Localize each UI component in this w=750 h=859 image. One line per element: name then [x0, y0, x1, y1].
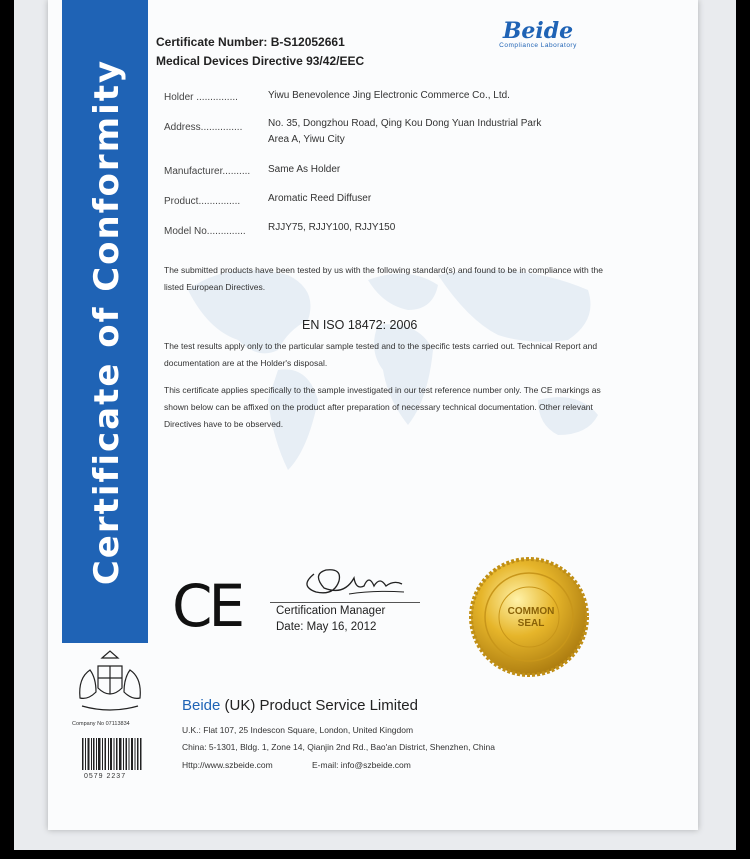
- ce-marking-paragraph: This certificate applies specifically to the sample investigated in our test reference number only. The CE markings as shown below can be affixed on the product after preparation of necessary technical documentation. Other relevant Directives have to be observed.: [164, 385, 601, 429]
- model-label: Model No..............: [164, 226, 246, 237]
- certificate-document: [48, 0, 698, 830]
- address-value-line2: Area A, Yiwu City: [268, 134, 345, 145]
- company-name: [182, 697, 418, 714]
- test-results-paragraph: The test results apply only to the particular sample tested and to the specific tests carried out. Technical Report and documentation are at the Holder's disposal.: [164, 341, 598, 368]
- product-label: Product...............: [164, 196, 241, 207]
- directive-line: Medical Devices Directive 93/42/EEC: [156, 54, 365, 68]
- signer-title: Certification Manager: [276, 605, 386, 617]
- address-label: Address...............: [164, 122, 243, 133]
- barcode-number: 0579 2237: [84, 773, 127, 780]
- address-uk: U.K.: Flat 107, 25 Indescon Square, London, United Kingdom: [182, 725, 414, 735]
- manufacturer-label: Manufacturer..........: [164, 166, 251, 177]
- barcode: [82, 738, 142, 778]
- website: Http://www.szbeide.com: [182, 760, 273, 770]
- model-value: RJJY75, RJJY100, RJJY150: [268, 222, 396, 233]
- ce-mark: CE: [172, 572, 242, 640]
- seal-text: COMMON SEAL: [507, 606, 555, 629]
- holder-value: Yiwu Benevolence Jing Electronic Commerce Co., Ltd.: [268, 90, 510, 101]
- manager-signature: [294, 556, 414, 602]
- compliance-paragraph: The submitted products have been tested by us with the following standard(s) and found to be in compliance with the listed European Directives.: [164, 265, 603, 292]
- email: E-mail: info@szbeide.com: [312, 760, 411, 770]
- royal-coat-of-arms: [72, 648, 148, 718]
- blue-sidebar: [62, 0, 148, 643]
- manufacturer-value: Same As Holder: [268, 164, 341, 175]
- beide-logo: [488, 20, 588, 49]
- issue-date: Date: May 16, 2012: [276, 621, 377, 633]
- sidebar-title: Certificate of Conformity: [87, 58, 127, 586]
- address-value: No. 35, Dongzhou Road, Qing Kou Dong Yuan Industrial Park: [268, 118, 542, 129]
- product-value: Aromatic Reed Diffuser: [268, 193, 372, 204]
- logo-word: Beide: [502, 18, 574, 44]
- logo-subtitle: Compliance Laboratory: [499, 42, 577, 49]
- company-number: Company No 07113834: [72, 721, 130, 727]
- address-china: China: 5-1301, Bldg. 1, Zone 14, Qianjin 2nd Rd., Bao'an District, Shenzhen, China: [182, 742, 496, 752]
- standard-reference: EN ISO 18472: 2006: [302, 318, 418, 332]
- certificate-number: Certificate Number: B-S12052661: [156, 35, 345, 49]
- company-name-rest: (UK) Product Service Limited: [220, 697, 418, 714]
- holder-label: Holder ...............: [164, 92, 238, 103]
- signature-line: [270, 602, 420, 603]
- company-name-brand: Beide: [182, 697, 221, 714]
